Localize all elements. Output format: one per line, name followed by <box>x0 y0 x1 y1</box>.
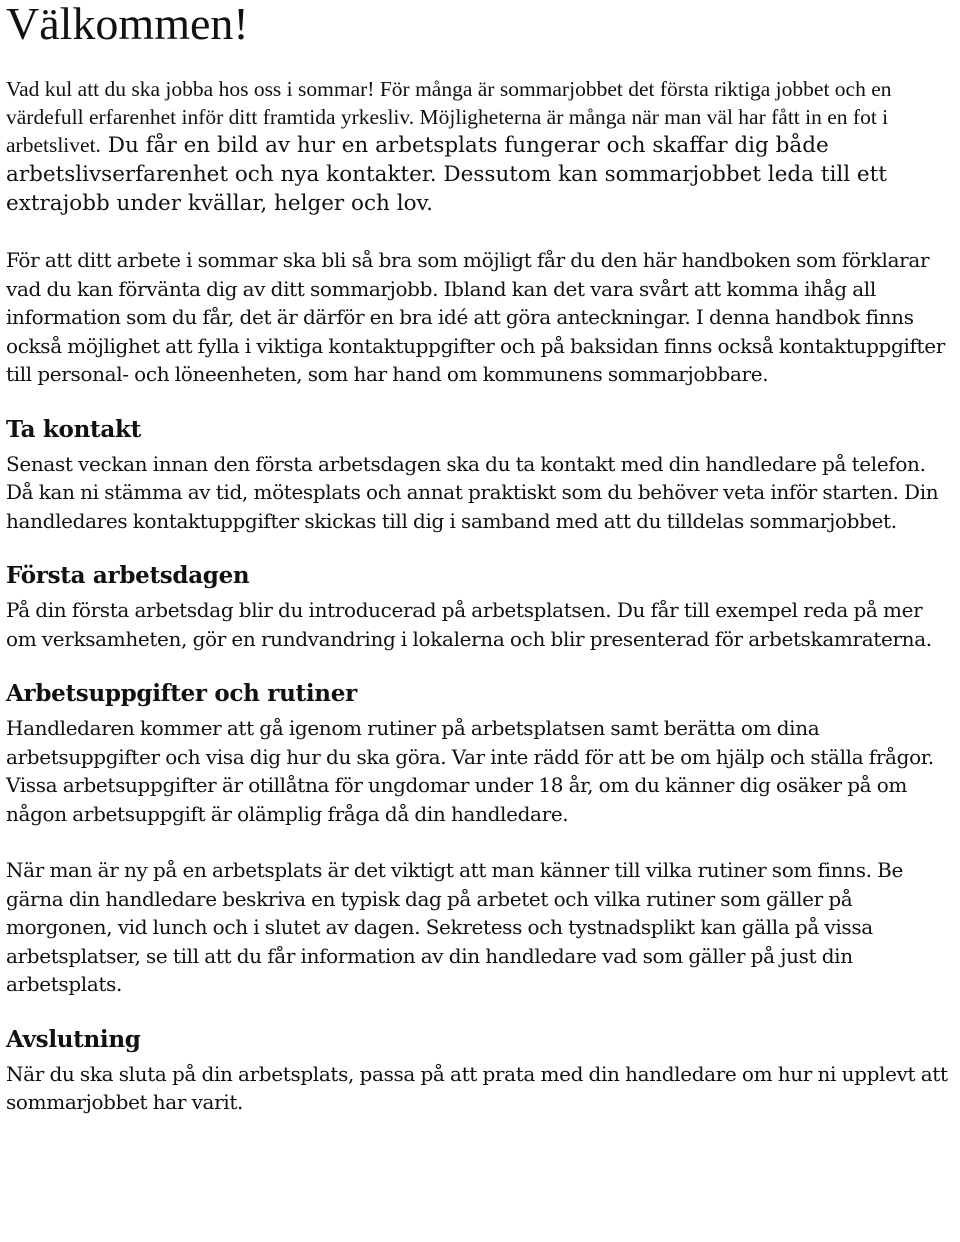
heading-avslutning: Avslutning <box>6 1025 141 1053</box>
intro-paragraph <box>6 75 954 218</box>
forsta-arbetsdagen-paragraph: På din första arbetsdag blir du introducerad på arbetsplatsen. Du får till exempel reda på mer om verksamheten, gör en rundvandring i lokalerna och blir presenterad för arbetskamraterna. <box>6 598 932 651</box>
intro-text-start: Vad kul att du ska jobba hos oss i sommar! För många är sommarjobbet det första riktiga jobbet och en värdefull erfarenhet inför ditt framtida yrkesliv. Möjligheterna är många när man väl har fått in en fot i arbetslivet. <box>6 77 892 157</box>
handbook-paragraph: För att ditt arbete i sommar ska bli så bra som möjligt får du den här handboken som förklarar vad du kan förvänta dig av ditt sommarjobb. Ibland kan det vara svårt att komma ihåg all information som du får, det är därför en bra idé att göra anteckningar. I denna handbok finns också möjlighet att fylla i viktiga kontaktuppgifter och på baksidan finns också kontaktuppgifter till personal- och löneenheten, som har hand om kommunens sommarjobbare. <box>6 248 945 386</box>
heading-arbetsuppgifter: Arbetsuppgifter och rutiner <box>6 680 357 707</box>
avslutning-paragraph: När du ska sluta på din arbetsplats, passa på att prata med din handledare om hur ni upplevt att sommarjobbet har varit. <box>6 1061 948 1114</box>
intro-text-rest: Du får en bild av hur en arbetsplats fungerar och skaffar dig både arbetslivserfarenhet och nya kontakter. Dessutom kan sommarjobbet leda till ett extrajobb under kvällar, helger och lov. <box>6 133 887 216</box>
arbetsuppgifter-paragraph-2: När man är ny på en arbetsplats är det viktigt att man känner till vilka rutiner som finns. Be gärna din handledare beskriva en typisk dag på arbetet och vilka rutiner som gäller på morgonen, vid lunch och i slutet av dagen. Sekretess och tystnadsplikt kan gälla på vissa arbetsplatser, se till att du får information av din handledare vad som gäller på just din arbetsplats. <box>6 858 903 996</box>
page-title: Välkommen! <box>6 0 249 49</box>
heading-ta-kontakt: Ta kontakt <box>6 415 141 443</box>
arbetsuppgifter-paragraph-1: Handledaren kommer att gå igenom rutiner på arbetsplatsen samt berätta om dina arbetsuppgifter och visa dig hur du ska göra. Var inte rädd för att be om hjälp och ställa frågor. Vissa arbetsuppgifter är otillåtna för ungdomar under 18 år, om du känner dig osäker på om någon arbetsuppgift är olämplig fråga då din handledare. <box>6 716 934 826</box>
heading-forsta-arbetsdagen: Första arbetsdagen <box>6 562 250 589</box>
kontakt-paragraph: Senast veckan innan den första arbetsdagen ska du ta kontakt med din handledare på telefon. Då kan ni stämma av tid, mötesplats och annat praktiskt som du behöver veta inför starten. Din handledares kontaktuppgifter skickas till dig i samband med att du tilldelas sommarjobbet. <box>6 451 939 533</box>
